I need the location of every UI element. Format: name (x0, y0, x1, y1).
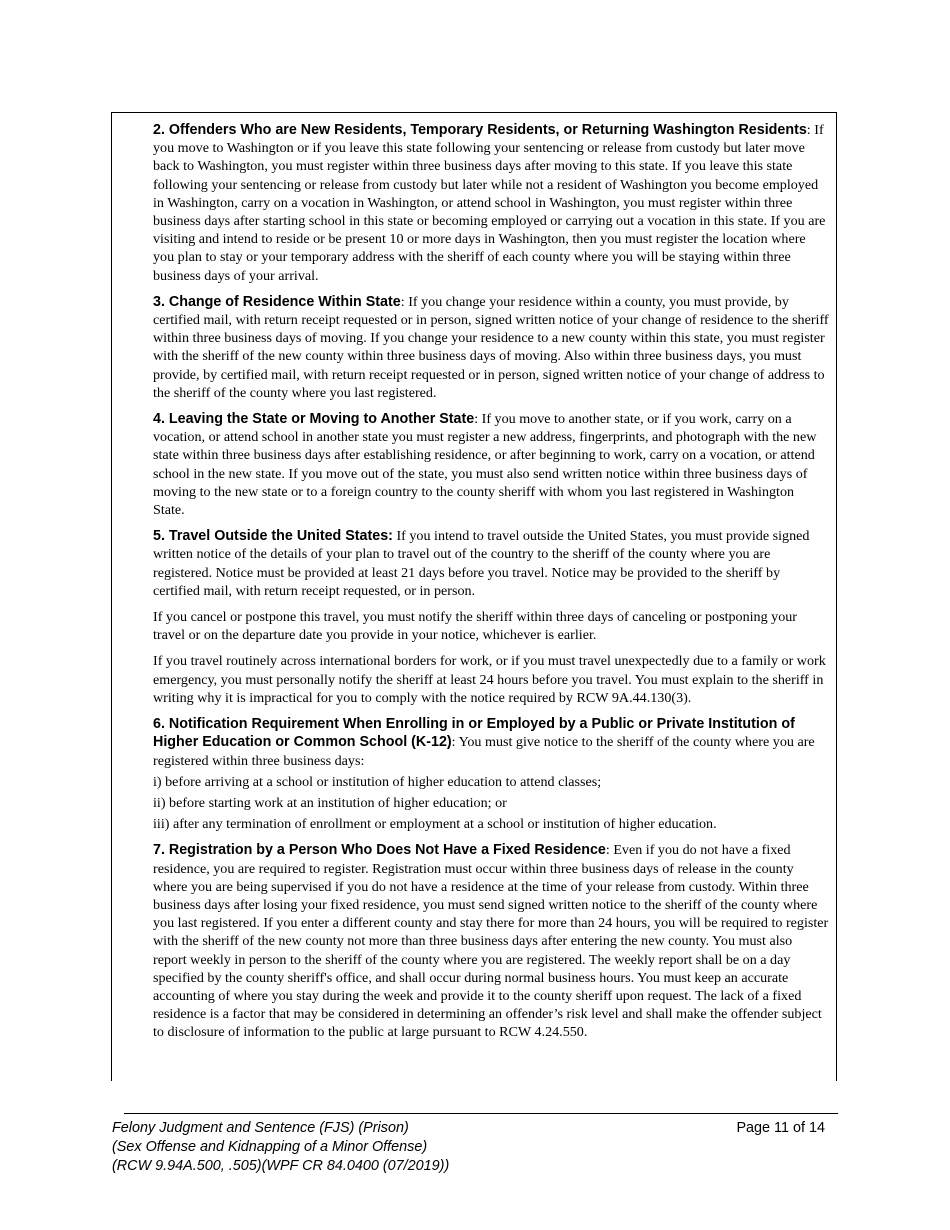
section-2: 2. Offenders Who are New Residents, Temporary Residents, or Returning Washington Residents: If you move to Washington or if you leave this state following your sentencing or release from custody but later move back to Washington, you must register within three business days after moving to this state. If you leave this state following your sentencing or release from custody but later while not a resident of Washington you become employed in Washington, carry on a vocation in Washington, or attend school in Washington, you must register within three business days after starting school in this state or becoming employed or carrying out a vocation in this state. If you are visiting and intend to reside or be present 10 or more days in Washington, then you must register the location where you plan to stay or your temporary address with the sheriff of each county where you will be staying within three business days of your arrival. (153, 122, 826, 284)
section-body: You must give notice to the sheriff of the county where you are registered within three business days: (153, 734, 815, 769)
section-5 (153, 527, 829, 600)
section-heading: 2. Offenders Who are New Residents, Temporary Residents, or Returning Washington Residents (153, 122, 807, 138)
list-item: ii) before starting work at an institution of higher education; or (153, 794, 507, 811)
section-heading: 5. Travel Outside the United States: (153, 528, 393, 545)
section-body: If you intend to travel outside the United States, you must provide signed written notice of the details of your plan to travel out of the country to the sheriff of the county where you are registered. Notice must be provided at least 21 days before you travel. Notice may be provided to the sheriff by certified mail, with return receipt requested, or in person. (153, 528, 810, 599)
page-number: Page 11 of 14 (736, 1120, 825, 1136)
section-heading: 3. Change of Residence Within State (153, 293, 401, 310)
travel-cancel-paragraph: If you cancel or postpone this travel, you must notify the sheriff within three days of canceling or postponing your travel or on the departure date you provide in your notice, whichever is earlier. (153, 609, 797, 644)
section-6: 6. Notification Requirement When Enrolling in or Employed by a Public or Private Institution of Higher Education or Common School (K-12): You must give notice to the sheriff of the county where you are registered within three business days: (153, 716, 815, 769)
section-7: 7. Registration by a Person Who Does Not Have a Fixed Residence: Even if you do not have a fixed residence, you are required to register. Registration must occur within three business days of release in the county where you are being supervised if you do not have a residence at the time of your release from custody. Within three business days after losing your fixed residence, you must send signed written notice to the sheriff of the county where you last registered. If you enter a different county and stay there for more than 24 hours, you will be required to register with the sheriff of the new county not more than three business days after entering the new county. You must also report weekly in person to the sheriff of the county where you are registered. The weekly report shall be on a day specified by the county sheriff's office, and shall occur during normal business hours. You must keep an accurate accounting of where you stay during the week and provide it to the county sheriff upon request. The lack of a fixed residence is a factor that may be considered in determining an offender’s risk level and shall make the offender subject to disclosure of information to the public at large pursuant to RCW 4.24.550. (153, 842, 829, 1041)
section-heading: 6. Notification Requirement When Enrolling in or Employed by a Public or Private Institution of Higher Education or Common School (K-12) (153, 716, 795, 751)
section-heading: 7. Registration by a Person Who Does Not Have a Fixed Residence (153, 842, 606, 859)
list-item: i) before arriving at a school or institution of higher education to attend classes; (153, 773, 602, 790)
section-body: Even if you do not have a fixed residence, you are required to register. Registration must occur within three business days of release in the county where you are being supervised if you do not have a residence at the time of your release from custody. Within three business days after losing your fixed residence, you must send signed written notice to the sheriff of the county where you last registered. If you enter a different county and stay there for more than 24 hours, you will be required to register with the sheriff of the new county not more than three business days after entering the new county. You must also report weekly in person to the sheriff of the county where you are registered. The weekly report shall be on a day specified by the county sheriff's office, and shall occur during normal business hours. You must keep an accurate accounting of where you stay during the week and provide it to the county sheriff upon request. The lack of a fixed residence is a factor that may be considered in determining an offender’s risk level and shall make the offender subject to disclosure of information to the public at large pursuant to RCW 4.24.550. (153, 842, 829, 1041)
section-body: If you move to Washington or if you leave this state following your sentencing or release from custody but later move back to Washington, you must register within three business days after moving to this state. If you leave this state following your sentencing or release from custody but later while not a resident of Washington you become employed in Washington, carry on a vocation in Washington, or attend school in Washington, you must register within three business days after starting school in this state or becoming employed or carrying out a vocation in this state. If you are visiting and intend to reside or be present 10 or more days in Washington, then you must register the location where you plan to stay or your temporary address with the sheriff of each county where you will be staying within three business days of your arrival. (153, 122, 826, 284)
footer-line-3: (RCW 9.94A.500, .505)(WPF CR 84.0400 (07/2019)) (112, 1158, 450, 1174)
footer-form-title (112, 1119, 612, 1176)
content-area (153, 121, 829, 1050)
section-4: 4. Leaving the State or Moving to Another State: If you move to another state, or if you work, carry on a vocation, or attend school in another state you must register a new address, fingerprints, and photograph with the new state within three business days after establishing residence, or after beginning to work, carry on a vocation, or attend school in the new state. If you move out of the state, you must also send written notice within three business days of moving to the new state or to a foreign country to the county sheriff with whom you last registered in Washington State. (153, 411, 817, 519)
footer-line-1: Felony Judgment and Sentence (FJS) (Prison) (112, 1120, 409, 1136)
section-heading: 4. Leaving the State or Moving to Another State (153, 411, 475, 428)
section-3: 3. Change of Residence Within State: If you change your residence within a county, you must provide, by certified mail, with return receipt requested or in person, signed written notice of your change of residence to the sheriff within three business days of moving. If you change your residence to a new county within this state, you must register with the sheriff of the new county within three business days of moving. Also within three business days, you must provide, by certified mail, with return receipt requested or in person, signed written notice of your change of address to the sheriff of the county where you last registered. (153, 293, 829, 401)
footer-line-2: (Sex Offense and Kidnapping of a Minor Offense) (112, 1139, 428, 1155)
section-body: If you change your residence within a county, you must provide, by certified mail, with return receipt requested or in person, signed written notice of your change of residence to the sheriff within three business days of moving. If you change your residence to a new county within this state, you must register with the sheriff of the new county within three business days of moving. Also within three business days, you must provide, by certified mail, with return receipt requested or in person, signed written notice of your change of address to the sheriff of the county where you last registered. (153, 293, 829, 401)
section-body: If you move to another state, or if you work, carry on a vocation, or attend school in another state you must register a new address, fingerprints, and photograph with the new state within three business days after establishing residence, or after beginning to work, carry on a vocation, or attend school in the new state. If you move out of the state, you must also send written notice within three business days of moving to the new state or to a foreign country to the county sheriff with whom you last registered in Washington State. (153, 411, 817, 519)
travel-routine-paragraph: If you travel routinely across international borders for work, or if you must travel unexpectedly due to a family or work emergency, you must personally notify the sheriff at least 24 hours before you travel. You must explain to the sheriff in writing why it is impractical for you to comply with the notice required by RCW 9A.44.130(3). (153, 653, 826, 706)
footer-divider (124, 1113, 838, 1114)
list-item: iii) after any termination of enrollment or employment at a school or institution of higher education. (153, 816, 717, 833)
